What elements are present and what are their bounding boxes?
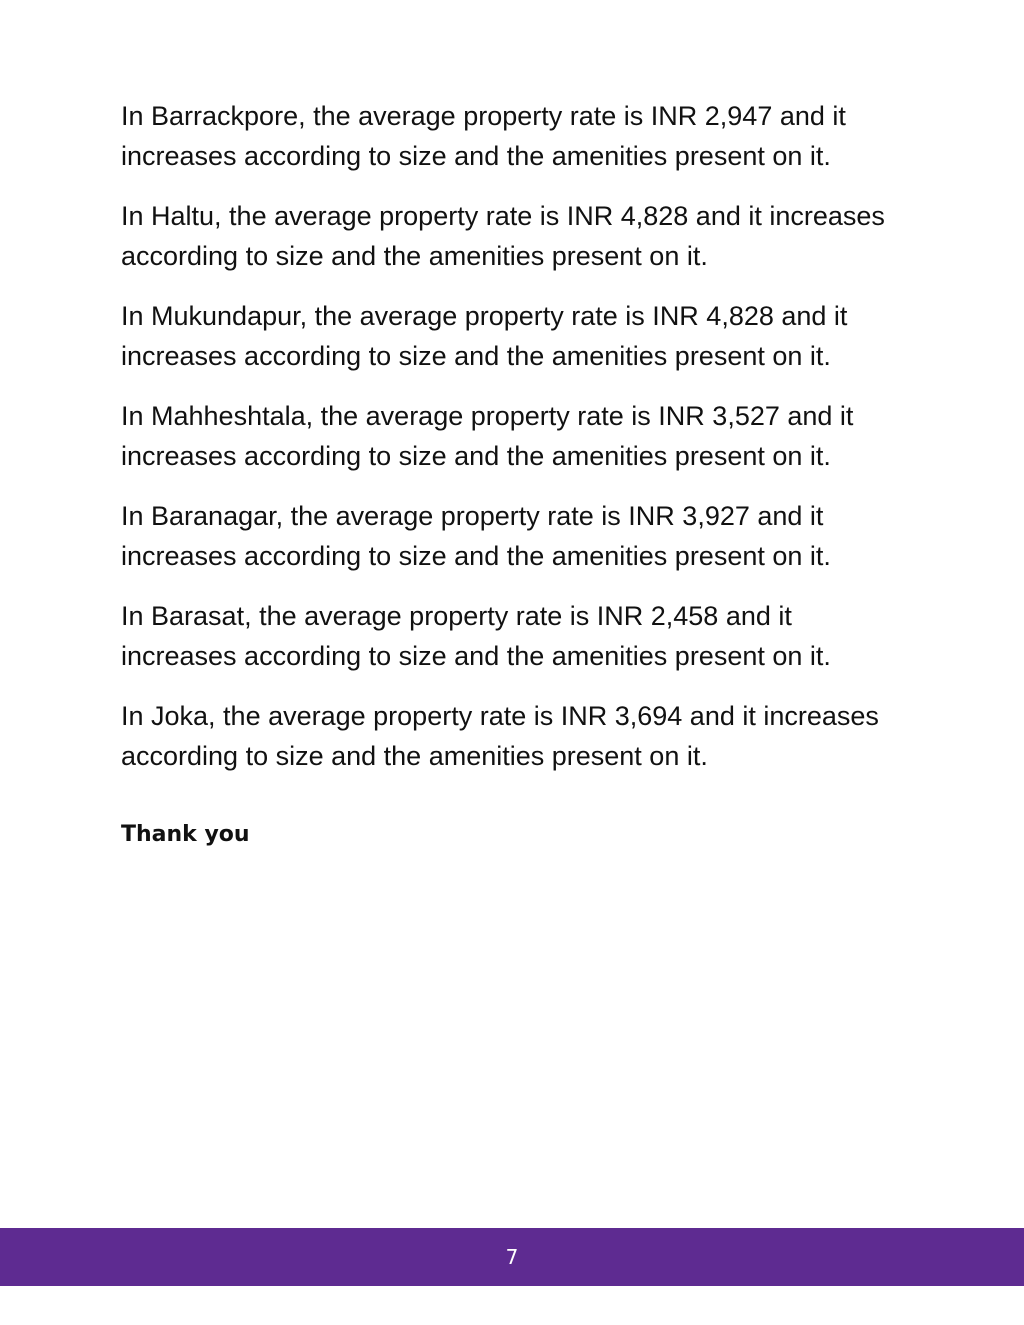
- paragraph-joka: In Joka, the average property rate is INR 3,694 and it increases according to size and the amenities present on it.: [121, 701, 879, 771]
- footer-bar: [0, 1228, 1024, 1286]
- paragraph-barrackpore: In Barrackpore, the average property rate is INR 2,947 and it increases according to size and the amenities present on it.: [121, 101, 846, 171]
- paragraph-mukundapur: In Mukundapur, the average property rate is INR 4,828 and it increases according to size and the amenities present on it.: [121, 301, 848, 371]
- paragraph-mahheshtala: In Mahheshtala, the average property rate is INR 3,527 and it increases according to size and the amenities present on it.: [121, 401, 854, 471]
- paragraph-barasat: In Barasat, the average property rate is INR 2,458 and it increases according to size and the amenities present on it.: [121, 601, 831, 671]
- page-number: 7: [505, 1245, 519, 1269]
- paragraph-baranagar: In Baranagar, the average property rate is INR 3,927 and it increases according to size and the amenities present on it.: [121, 501, 831, 571]
- closing-text: Thank you: [121, 822, 250, 847]
- body-content: [121, 96, 891, 850]
- paragraph-haltu: In Haltu, the average property rate is INR 4,828 and it increases according to size and the amenities present on it.: [121, 201, 885, 271]
